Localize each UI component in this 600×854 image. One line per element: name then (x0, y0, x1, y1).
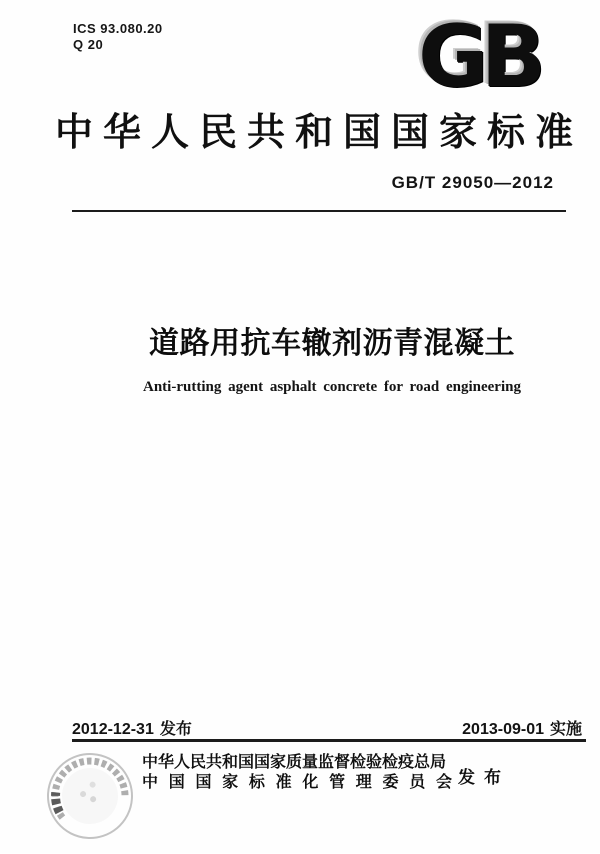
publisher-block (142, 753, 452, 793)
ics-code: ICS 93.080.20 (73, 21, 163, 36)
issue-date-value: 2012-12-31 (72, 721, 154, 738)
gb-logo-icon: GB (418, 7, 539, 107)
issue-date-label: 发布 (159, 721, 192, 738)
issue-date (72, 716, 192, 739)
implement-date (462, 716, 582, 739)
official-seal-icon (32, 738, 148, 854)
standard-number: GB/T 29050—2012 (391, 173, 554, 192)
publisher-line1: 中华人民共和国国家质量监督检验检疫总局 (142, 754, 447, 771)
ics-block (73, 21, 163, 53)
title-english: Anti-rutting agent asphalt concrete for road engineering (143, 379, 521, 395)
top-divider (72, 210, 566, 212)
page-title: 中华人民共和国国家标准 (54, 112, 583, 154)
publisher-line2: 中国国家标准化管理委员会 (142, 774, 452, 791)
publish-label: 发布 (458, 768, 510, 787)
implement-date-label: 实施 (549, 721, 582, 738)
title-chinese: 道路用抗车辙剂沥青混凝土 (149, 327, 515, 360)
implement-date-value: 2013-09-01 (462, 721, 544, 738)
classification-code: Q 20 (73, 37, 104, 52)
dates-row (72, 716, 582, 739)
bottom-divider (72, 739, 586, 742)
